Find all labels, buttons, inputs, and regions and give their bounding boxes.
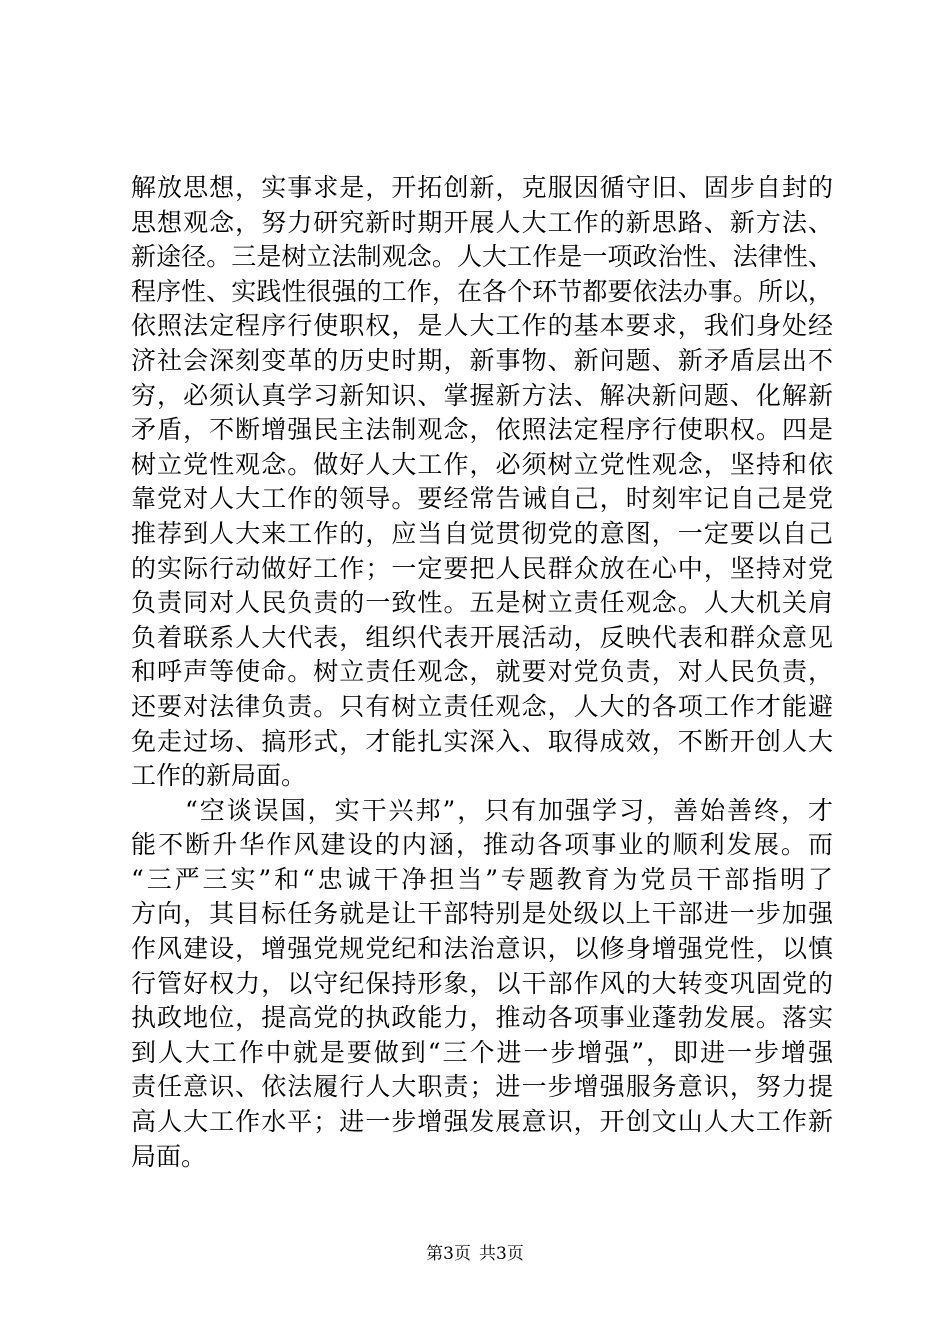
text-line: 的实际行动做好工作；一定要把人民群众放在心中，坚持对党 bbox=[131, 553, 833, 583]
text-line: 程序性、实践性很强的工作，在各个环节都要依法办事。所以， bbox=[131, 276, 833, 306]
text-line: 免走过场、搞形式，才能扎实深入、取得成效，不断开创人大 bbox=[131, 726, 833, 756]
text-line: 责任意识、依法履行人大职责；进一步增强服务意识，努力提 bbox=[131, 1072, 833, 1102]
text-line: 靠党对人大工作的领导。要经常告诫自己，时刻牢记自己是党 bbox=[131, 484, 833, 514]
text-line: 负着联系人大代表，组织代表开展活动，反映代表和群众意见 bbox=[131, 622, 833, 652]
text-line: 穷，必须认真学习新知识、掌握新方法、解决新问题、化解新 bbox=[131, 380, 833, 410]
text-line: 作风建设，增强党规党纪和法治意识，以修身增强党性，以慎 bbox=[131, 934, 833, 964]
paragraph-2 bbox=[131, 794, 833, 1175]
text-line: 树立党性观念。做好人大工作，必须树立党性观念，坚持和依 bbox=[131, 449, 833, 479]
text-line: 思想观念，努力研究新时期开展人大工作的新思路、新方法、 bbox=[131, 207, 833, 237]
text-line: 解放思想，实事求是，开拓创新，克服因循守旧、固步自封的 bbox=[131, 173, 833, 202]
text-line: 和呼声等使命。树立责任观念，就要对党负责，对人民负责， bbox=[131, 657, 833, 687]
text-line: “三严三实”和“忠诚干净担当”专题教育为党员干部指明了 bbox=[131, 864, 833, 894]
text-line: 新途径。三是树立法制观念。人大工作是一项政治性、法律性、 bbox=[131, 242, 833, 272]
page-number: 第3页 bbox=[426, 1244, 471, 1264]
text-line: “空谈误国，实干兴邦”，只有加强学习，善始善终，才 bbox=[131, 795, 833, 825]
document-body bbox=[131, 171, 833, 1174]
text-line: 能不断升华作风建设的内涵，推动各项事业的顺利发展。而 bbox=[131, 830, 833, 860]
text-line: 局面。 bbox=[131, 1141, 207, 1171]
text-line: 到人大工作中就是要做到“三个进一步增强”，即进一步增强 bbox=[131, 1037, 833, 1067]
page-footer bbox=[0, 1242, 950, 1266]
text-line: 推荐到人大来工作的，应当自觉贯彻党的意图，一定要以自己 bbox=[131, 518, 833, 548]
paragraph-1 bbox=[131, 171, 833, 794]
text-line: 矛盾，不断增强民主法制观念，依照法定程序行使职权。四是 bbox=[131, 415, 833, 445]
text-line: 工作的新局面。 bbox=[131, 761, 307, 791]
text-line: 负责同对人民负责的一致性。五是树立责任观念。人大机关肩 bbox=[131, 588, 833, 618]
text-line: 方向，其目标任务就是让干部特别是处级以上干部进一步加强 bbox=[131, 899, 833, 929]
text-line: 行管好权力，以守纪保持形象，以干部作风的大转变巩固党的 bbox=[131, 968, 833, 998]
text-line: 还要对法律负责。只有树立责任观念，人大的各项工作才能避 bbox=[131, 691, 833, 721]
page-total: 共3页 bbox=[479, 1244, 524, 1264]
text-line: 高人大工作水平；进一步增强发展意识，开创文山人大工作新 bbox=[131, 1107, 833, 1137]
text-line: 执政地位，提高党的执政能力，推动各项事业蓬勃发展。落实 bbox=[131, 1003, 833, 1033]
text-line: 依照法定程序行使职权，是人大工作的基本要求，我们身处经 bbox=[131, 311, 833, 341]
text-line: 济社会深刻变革的历史时期，新事物、新问题、新矛盾层出不 bbox=[131, 345, 833, 375]
